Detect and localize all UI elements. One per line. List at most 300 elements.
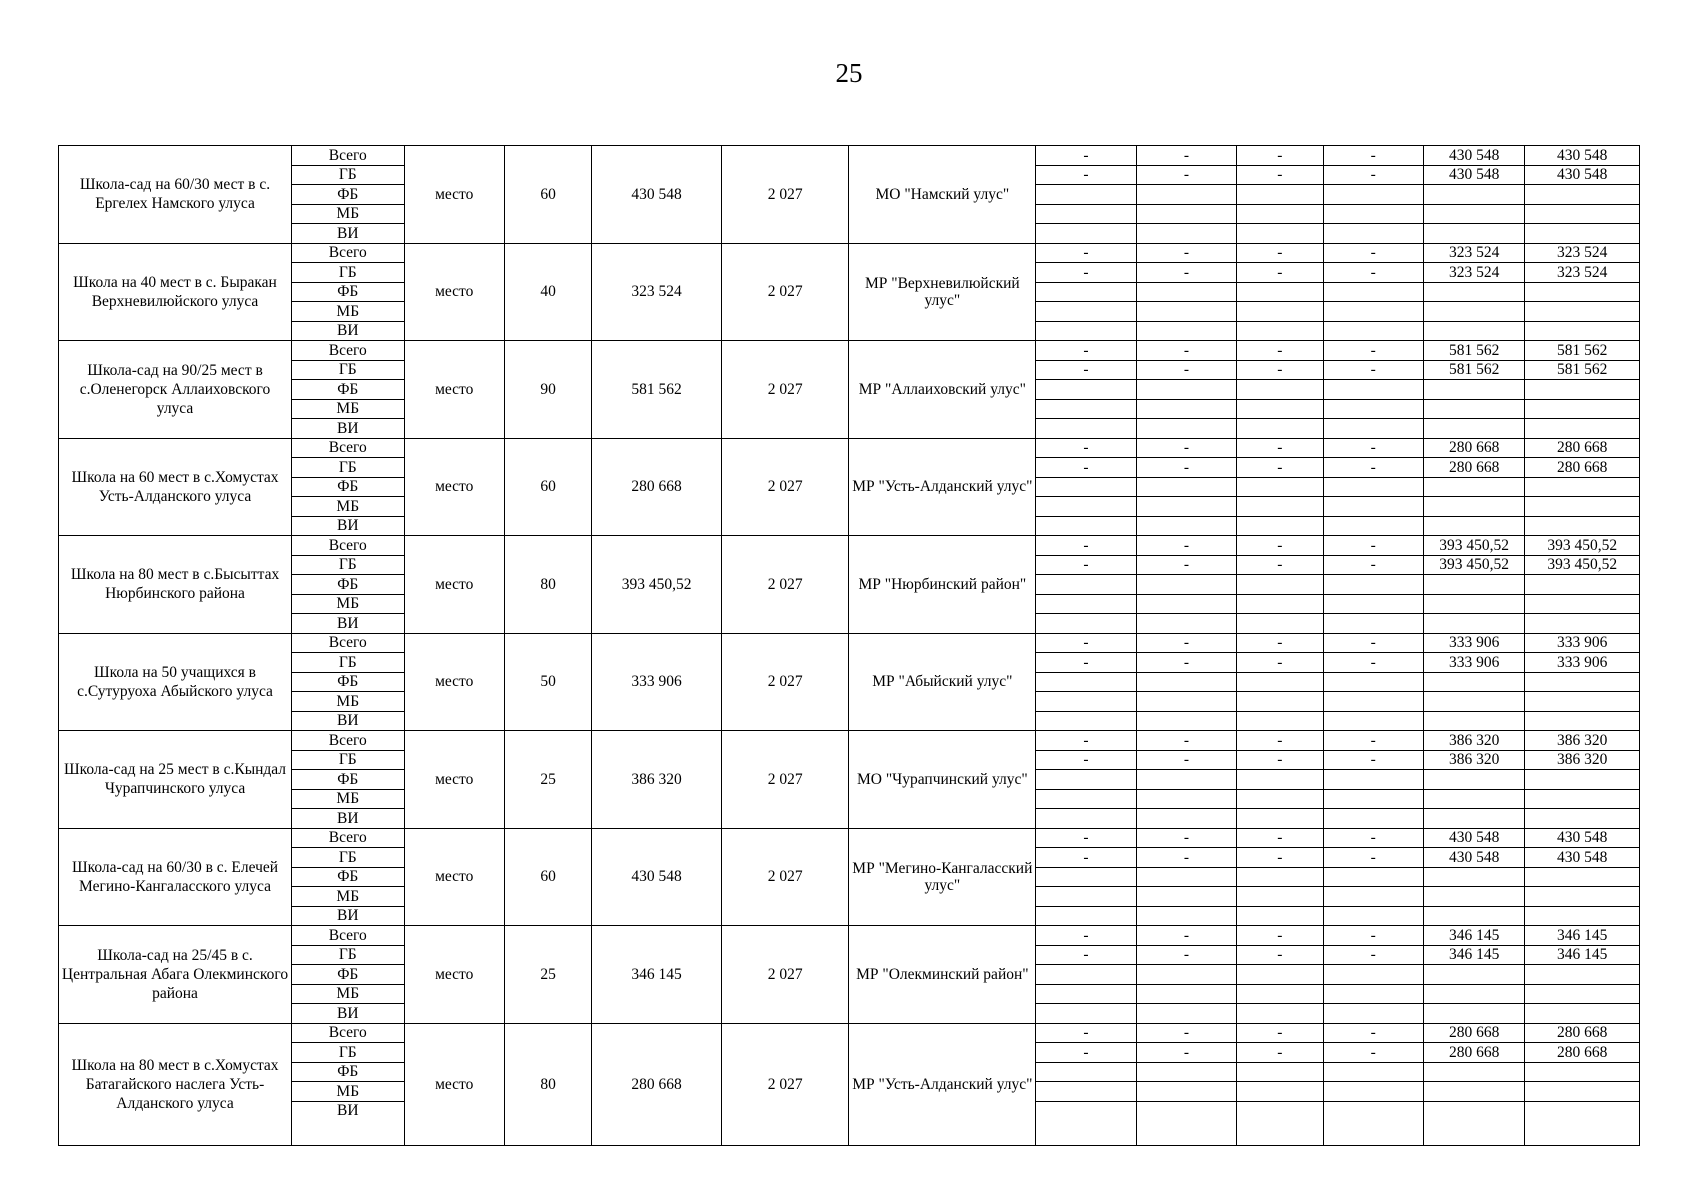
table-row	[59, 438, 1640, 458]
amount-total-cell	[1525, 321, 1640, 341]
year-amount-cell	[1237, 321, 1323, 341]
owner-cell: МР "Олекминский район"	[849, 926, 1036, 1024]
source-type-cell: ФБ	[292, 770, 404, 790]
amount-total-cell	[1525, 399, 1640, 419]
source-type-cell: МБ	[292, 887, 404, 907]
amount-total-cell	[1525, 185, 1640, 205]
year-amount-cell	[1036, 419, 1136, 439]
year-amount-cell	[1136, 224, 1236, 244]
year-amount-cell	[1036, 1082, 1136, 1102]
year-amount-cell	[1323, 614, 1423, 634]
amount-cell	[1423, 1004, 1524, 1024]
amount-total-cell: 386 320	[1525, 731, 1640, 751]
year-amount-cell	[1323, 984, 1423, 1004]
source-type-cell: ГБ	[292, 653, 404, 673]
year-amount-cell	[1237, 711, 1323, 731]
source-type-cell: ГБ	[292, 458, 404, 478]
year-amount-cell	[1036, 282, 1136, 302]
owner-cell: МР "Мегино-Кангаласский улус"	[849, 828, 1036, 926]
year-amount-cell	[1237, 204, 1323, 224]
project-name-cell: Школа на 80 мест в с.Бысыттах Нюрбинского района	[59, 536, 292, 634]
amount-cell	[1423, 672, 1524, 692]
year-amount-cell	[1136, 302, 1236, 322]
table-row	[59, 146, 1640, 166]
amount-cell: 430 548	[1423, 165, 1524, 185]
year-amount-cell	[1323, 204, 1423, 224]
table-row	[59, 828, 1640, 848]
source-type-cell: ВИ	[292, 419, 404, 439]
year-amount-cell: -	[1237, 555, 1323, 575]
year-amount-cell	[1323, 497, 1423, 517]
year-amount-cell: -	[1136, 438, 1236, 458]
year-amount-cell	[1136, 692, 1236, 712]
amount-cell	[1423, 185, 1524, 205]
year-amount-cell	[1323, 399, 1423, 419]
source-type-cell: ГБ	[292, 360, 404, 380]
year-amount-cell: -	[1136, 458, 1236, 478]
year-amount-cell: -	[1237, 458, 1323, 478]
source-type-cell: ВИ	[292, 614, 404, 634]
year-cell: 2 027	[721, 633, 849, 731]
amount-cell	[1423, 965, 1524, 985]
amount-total-cell: 430 548	[1525, 848, 1640, 868]
amount-cell	[1423, 380, 1524, 400]
amount-total-cell	[1525, 672, 1640, 692]
year-amount-cell	[1136, 477, 1236, 497]
table-row	[59, 926, 1640, 946]
year-amount-cell: -	[1136, 146, 1236, 166]
year-amount-cell: -	[1136, 945, 1236, 965]
capital-projects-table	[58, 145, 1640, 1146]
year-amount-cell	[1136, 965, 1236, 985]
source-type-cell: МБ	[292, 1082, 404, 1102]
source-type-cell: ФБ	[292, 380, 404, 400]
year-amount-cell	[1323, 887, 1423, 907]
amount-total-cell	[1525, 224, 1640, 244]
year-amount-cell	[1237, 672, 1323, 692]
project-name-cell: Школа на 60 мест в с.Хомустах Усть-Алданского улуса	[59, 438, 292, 536]
year-amount-cell	[1036, 516, 1136, 536]
year-amount-cell: -	[1136, 750, 1236, 770]
amount-total-cell	[1525, 594, 1640, 614]
year-amount-cell	[1136, 575, 1236, 595]
year-cell: 2 027	[721, 536, 849, 634]
amount-total-cell	[1525, 711, 1640, 731]
amount-total-cell	[1525, 497, 1640, 517]
amount-total-cell: 346 145	[1525, 945, 1640, 965]
source-type-cell: ГБ	[292, 945, 404, 965]
year-amount-cell	[1036, 984, 1136, 1004]
year-amount-cell	[1237, 809, 1323, 829]
capacity-cell: 40	[504, 243, 591, 341]
year-amount-cell	[1323, 965, 1423, 985]
year-amount-cell	[1136, 984, 1236, 1004]
year-amount-cell: -	[1323, 438, 1423, 458]
amount-cell: 280 668	[1423, 458, 1524, 478]
year-amount-cell: -	[1136, 341, 1236, 361]
year-amount-cell: -	[1323, 653, 1423, 673]
amount-cell	[1423, 419, 1524, 439]
year-amount-cell	[1036, 204, 1136, 224]
table-row	[59, 731, 1640, 751]
amount-total-cell	[1525, 477, 1640, 497]
year-amount-cell	[1237, 302, 1323, 322]
year-amount-cell	[1323, 1004, 1423, 1024]
amount-cell	[1423, 1062, 1524, 1082]
capacity-cell: 80	[504, 1023, 591, 1145]
year-amount-cell: -	[1237, 926, 1323, 946]
amount-cell	[1423, 770, 1524, 790]
source-type-cell: Всего	[292, 633, 404, 653]
owner-cell: МР "Верхневилюйский улус"	[849, 243, 1036, 341]
project-name-cell: Школа на 80 мест в с.Хомустах Батагайского наслега Усть-Алданского улуса	[59, 1023, 292, 1145]
year-amount-cell: -	[1237, 360, 1323, 380]
year-amount-cell	[1323, 477, 1423, 497]
year-amount-cell: -	[1323, 555, 1423, 575]
year-amount-cell	[1036, 399, 1136, 419]
cost-cell: 581 562	[592, 341, 722, 439]
year-amount-cell	[1136, 497, 1236, 517]
source-type-cell: МБ	[292, 789, 404, 809]
year-amount-cell: -	[1237, 750, 1323, 770]
year-amount-cell	[1136, 594, 1236, 614]
page-number: 25	[835, 58, 863, 88]
unit-cell: место	[404, 731, 504, 829]
year-amount-cell: -	[1237, 828, 1323, 848]
source-type-cell: МБ	[292, 984, 404, 1004]
year-amount-cell	[1323, 809, 1423, 829]
amount-cell: 430 548	[1423, 146, 1524, 166]
year-amount-cell	[1136, 770, 1236, 790]
year-amount-cell	[1237, 419, 1323, 439]
year-amount-cell	[1136, 614, 1236, 634]
year-amount-cell	[1136, 399, 1236, 419]
owner-cell: МО "Чурапчинский улус"	[849, 731, 1036, 829]
year-amount-cell: -	[1323, 458, 1423, 478]
year-amount-cell: -	[1136, 360, 1236, 380]
year-amount-cell	[1323, 224, 1423, 244]
amount-total-cell: 280 668	[1525, 458, 1640, 478]
unit-cell: место	[404, 341, 504, 439]
year-amount-cell: -	[1036, 341, 1136, 361]
year-amount-cell: -	[1237, 438, 1323, 458]
year-amount-cell: -	[1136, 653, 1236, 673]
cost-cell: 333 906	[592, 633, 722, 731]
unit-cell: место	[404, 1023, 504, 1145]
amount-total-cell	[1525, 789, 1640, 809]
amount-cell: 333 906	[1423, 633, 1524, 653]
amount-cell: 581 562	[1423, 341, 1524, 361]
year-amount-cell	[1136, 1101, 1236, 1145]
year-amount-cell: -	[1036, 243, 1136, 263]
year-amount-cell: -	[1237, 848, 1323, 868]
table-row	[59, 341, 1640, 361]
amount-cell	[1423, 887, 1524, 907]
year-amount-cell	[1323, 867, 1423, 887]
year-amount-cell	[1237, 282, 1323, 302]
source-type-cell: ВИ	[292, 224, 404, 244]
year-amount-cell: -	[1323, 633, 1423, 653]
year-amount-cell	[1036, 302, 1136, 322]
year-amount-cell: -	[1136, 633, 1236, 653]
amount-cell	[1423, 321, 1524, 341]
year-amount-cell: -	[1323, 243, 1423, 263]
amount-total-cell	[1525, 1062, 1640, 1082]
amount-cell	[1423, 906, 1524, 926]
year-amount-cell: -	[1237, 536, 1323, 556]
year-amount-cell	[1036, 887, 1136, 907]
year-amount-cell	[1136, 789, 1236, 809]
year-amount-cell	[1323, 1082, 1423, 1102]
cost-cell: 280 668	[592, 1023, 722, 1145]
source-type-cell: Всего	[292, 731, 404, 751]
amount-total-cell: 280 668	[1525, 438, 1640, 458]
year-amount-cell	[1323, 321, 1423, 341]
year-amount-cell: -	[1323, 341, 1423, 361]
amount-total-cell: 333 906	[1525, 633, 1640, 653]
amount-cell: 430 548	[1423, 828, 1524, 848]
amount-total-cell	[1525, 770, 1640, 790]
year-amount-cell	[1323, 711, 1423, 731]
year-amount-cell	[1237, 984, 1323, 1004]
year-amount-cell: -	[1323, 848, 1423, 868]
amount-total-cell	[1525, 614, 1640, 634]
year-amount-cell	[1323, 789, 1423, 809]
amount-total-cell	[1525, 984, 1640, 1004]
amount-cell: 393 450,52	[1423, 536, 1524, 556]
year-amount-cell	[1036, 1062, 1136, 1082]
year-amount-cell	[1036, 224, 1136, 244]
owner-cell: МО "Намский улус"	[849, 146, 1036, 244]
amount-total-cell: 581 562	[1525, 341, 1640, 361]
unit-cell: место	[404, 536, 504, 634]
year-amount-cell	[1237, 867, 1323, 887]
amount-total-cell: 393 450,52	[1525, 536, 1640, 556]
source-type-cell: Всего	[292, 243, 404, 263]
year-amount-cell: -	[1323, 828, 1423, 848]
amount-total-cell: 280 668	[1525, 1023, 1640, 1043]
amount-total-cell	[1525, 965, 1640, 985]
source-type-cell: ВИ	[292, 809, 404, 829]
source-type-cell: ГБ	[292, 750, 404, 770]
year-amount-cell	[1036, 906, 1136, 926]
year-amount-cell	[1136, 204, 1236, 224]
year-amount-cell	[1036, 809, 1136, 829]
amount-cell: 393 450,52	[1423, 555, 1524, 575]
year-cell: 2 027	[721, 731, 849, 829]
year-amount-cell: -	[1136, 731, 1236, 751]
year-amount-cell	[1036, 1101, 1136, 1145]
project-name-cell: Школа-сад на 25/45 в с. Центральная Абага Олекминского района	[59, 926, 292, 1024]
amount-cell	[1423, 1082, 1524, 1102]
year-amount-cell	[1323, 1062, 1423, 1082]
year-amount-cell	[1237, 1004, 1323, 1024]
year-amount-cell: -	[1237, 341, 1323, 361]
amount-cell: 386 320	[1423, 750, 1524, 770]
amount-cell: 280 668	[1423, 1023, 1524, 1043]
project-name-cell: Школа на 40 мест в с. Быракан Верхневилюйского улуса	[59, 243, 292, 341]
amount-cell: 346 145	[1423, 945, 1524, 965]
year-amount-cell	[1136, 185, 1236, 205]
source-type-cell: МБ	[292, 399, 404, 419]
year-amount-cell	[1237, 692, 1323, 712]
year-amount-cell	[1323, 672, 1423, 692]
table-row	[59, 1023, 1640, 1043]
source-type-cell: Всего	[292, 536, 404, 556]
source-type-cell: МБ	[292, 204, 404, 224]
amount-total-cell	[1525, 1082, 1640, 1102]
amount-cell: 386 320	[1423, 731, 1524, 751]
year-amount-cell: -	[1036, 750, 1136, 770]
year-amount-cell: -	[1323, 146, 1423, 166]
project-name-cell: Школа-сад на 90/25 мест в с.Оленегорск Аллаиховского улуса	[59, 341, 292, 439]
amount-total-cell: 323 524	[1525, 243, 1640, 263]
source-type-cell: Всего	[292, 438, 404, 458]
year-amount-cell	[1237, 380, 1323, 400]
year-amount-cell	[1136, 1004, 1236, 1024]
source-type-cell: ВИ	[292, 516, 404, 536]
year-amount-cell	[1237, 185, 1323, 205]
year-amount-cell	[1036, 1004, 1136, 1024]
year-amount-cell	[1136, 516, 1236, 536]
year-amount-cell	[1237, 497, 1323, 517]
year-amount-cell: -	[1136, 1023, 1236, 1043]
amount-cell	[1423, 594, 1524, 614]
year-amount-cell: -	[1136, 555, 1236, 575]
year-amount-cell	[1323, 380, 1423, 400]
year-amount-cell: -	[1136, 263, 1236, 283]
cost-cell: 430 548	[592, 146, 722, 244]
source-type-cell: ГБ	[292, 555, 404, 575]
project-name-cell: Школа на 50 учащихся в с.Сутуруоха Абыйского улуса	[59, 633, 292, 731]
year-amount-cell: -	[1323, 536, 1423, 556]
amount-total-cell	[1525, 419, 1640, 439]
amount-cell	[1423, 614, 1524, 634]
capacity-cell: 60	[504, 146, 591, 244]
cost-cell: 346 145	[592, 926, 722, 1024]
year-cell: 2 027	[721, 243, 849, 341]
amount-total-cell: 430 548	[1525, 828, 1640, 848]
year-amount-cell	[1237, 906, 1323, 926]
year-amount-cell	[1323, 594, 1423, 614]
year-amount-cell: -	[1036, 1023, 1136, 1043]
year-amount-cell: -	[1036, 1043, 1136, 1063]
amount-cell	[1423, 282, 1524, 302]
amount-cell	[1423, 867, 1524, 887]
unit-cell: место	[404, 828, 504, 926]
amount-cell	[1423, 575, 1524, 595]
amount-total-cell	[1525, 204, 1640, 224]
year-amount-cell	[1036, 594, 1136, 614]
amount-total-cell	[1525, 302, 1640, 322]
year-amount-cell: -	[1036, 165, 1136, 185]
year-amount-cell	[1136, 887, 1236, 907]
year-amount-cell: -	[1036, 828, 1136, 848]
amount-total-cell: 333 906	[1525, 653, 1640, 673]
capacity-cell: 25	[504, 926, 591, 1024]
amount-cell	[1423, 516, 1524, 536]
unit-cell: место	[404, 633, 504, 731]
source-type-cell: ВИ	[292, 1004, 404, 1024]
table-row	[59, 536, 1640, 556]
year-amount-cell	[1237, 770, 1323, 790]
amount-cell	[1423, 224, 1524, 244]
year-amount-cell	[1136, 321, 1236, 341]
year-amount-cell: -	[1323, 165, 1423, 185]
amount-cell: 333 906	[1423, 653, 1524, 673]
amount-total-cell: 346 145	[1525, 926, 1640, 946]
year-amount-cell: -	[1237, 1023, 1323, 1043]
year-amount-cell: -	[1323, 926, 1423, 946]
year-amount-cell	[1036, 965, 1136, 985]
source-type-cell: ФБ	[292, 965, 404, 985]
year-amount-cell	[1036, 614, 1136, 634]
year-amount-cell	[1036, 185, 1136, 205]
year-amount-cell	[1136, 282, 1236, 302]
year-amount-cell	[1136, 711, 1236, 731]
amount-cell: 323 524	[1423, 263, 1524, 283]
source-type-cell: ФБ	[292, 185, 404, 205]
year-amount-cell	[1136, 419, 1236, 439]
year-amount-cell	[1323, 419, 1423, 439]
cost-cell: 393 450,52	[592, 536, 722, 634]
source-type-cell: Всего	[292, 1023, 404, 1043]
year-cell: 2 027	[721, 1023, 849, 1145]
year-amount-cell	[1036, 321, 1136, 341]
table-row	[59, 633, 1640, 653]
capacity-cell: 80	[504, 536, 591, 634]
year-amount-cell: -	[1036, 438, 1136, 458]
year-amount-cell	[1323, 906, 1423, 926]
year-cell: 2 027	[721, 146, 849, 244]
year-amount-cell	[1136, 1062, 1236, 1082]
amount-total-cell: 393 450,52	[1525, 555, 1640, 575]
year-amount-cell: -	[1323, 360, 1423, 380]
amount-cell	[1423, 984, 1524, 1004]
year-cell: 2 027	[721, 438, 849, 536]
year-amount-cell: -	[1323, 945, 1423, 965]
source-type-cell: ФБ	[292, 1062, 404, 1082]
amount-total-cell	[1525, 809, 1640, 829]
amount-cell: 323 524	[1423, 243, 1524, 263]
year-amount-cell	[1237, 1062, 1323, 1082]
unit-cell: место	[404, 926, 504, 1024]
amount-cell: 280 668	[1423, 438, 1524, 458]
year-amount-cell	[1036, 497, 1136, 517]
year-amount-cell	[1237, 1082, 1323, 1102]
year-amount-cell	[1237, 516, 1323, 536]
year-amount-cell	[1036, 867, 1136, 887]
year-amount-cell	[1237, 965, 1323, 985]
amount-cell: 346 145	[1423, 926, 1524, 946]
source-type-cell: МБ	[292, 594, 404, 614]
year-amount-cell: -	[1237, 731, 1323, 751]
amount-total-cell	[1525, 887, 1640, 907]
year-amount-cell	[1323, 282, 1423, 302]
year-amount-cell	[1136, 809, 1236, 829]
year-amount-cell: -	[1323, 263, 1423, 283]
source-type-cell: ФБ	[292, 575, 404, 595]
cost-cell: 323 524	[592, 243, 722, 341]
year-amount-cell: -	[1237, 165, 1323, 185]
year-amount-cell: -	[1036, 555, 1136, 575]
year-amount-cell	[1036, 575, 1136, 595]
source-type-cell: ГБ	[292, 263, 404, 283]
year-amount-cell: -	[1237, 653, 1323, 673]
amount-total-cell: 386 320	[1525, 750, 1640, 770]
year-amount-cell: -	[1036, 458, 1136, 478]
amount-cell	[1423, 692, 1524, 712]
